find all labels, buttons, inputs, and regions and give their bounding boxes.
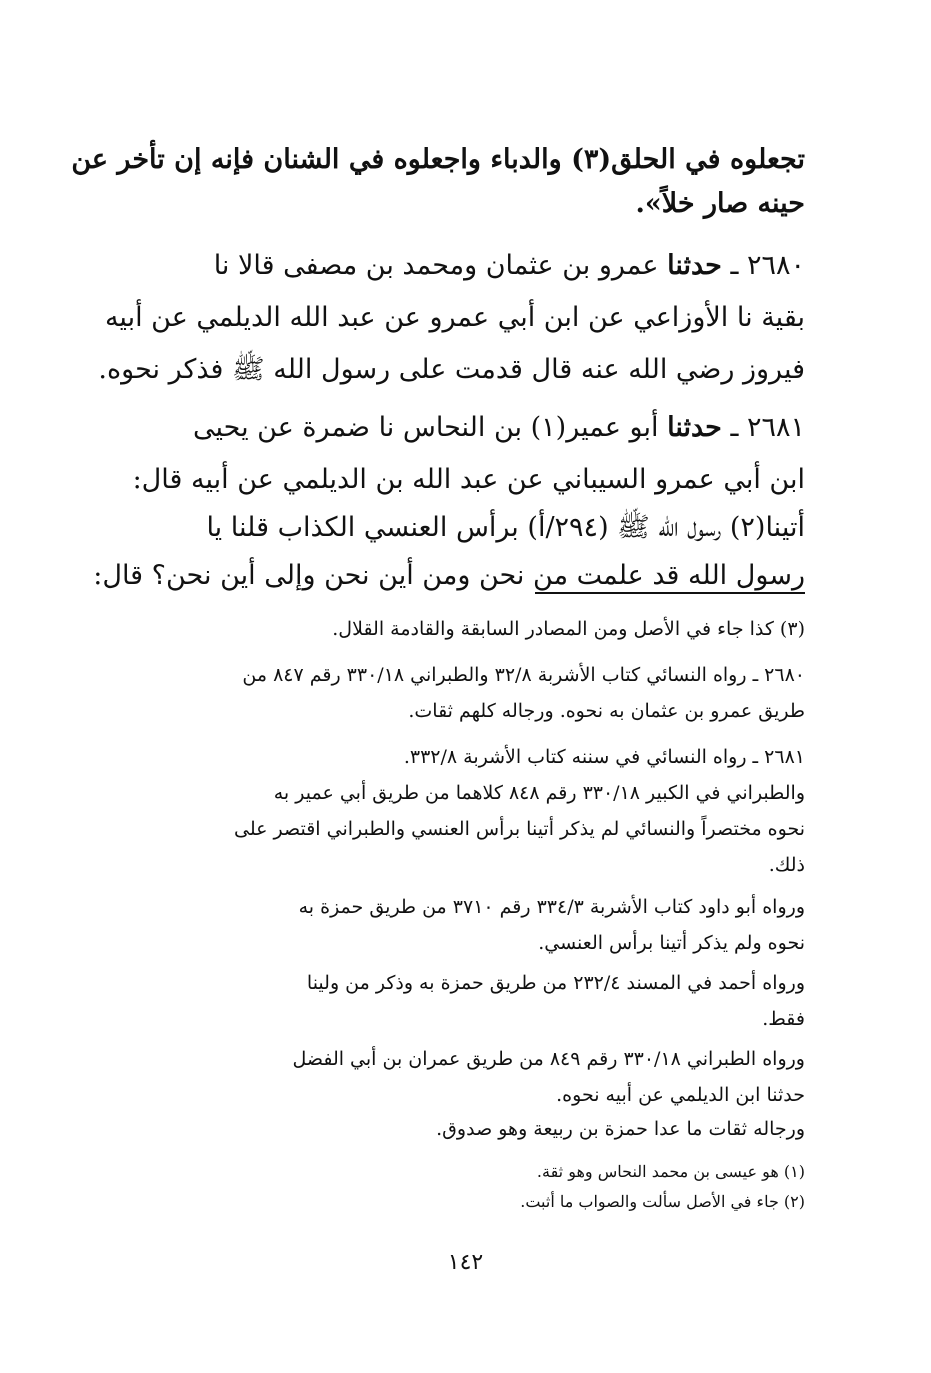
footnote-line: ورواه أبو داود كتاب الأشربة ٣٣٤/٣ رقم ٣٧١٠ من طريق حمزة به	[298, 896, 805, 918]
footnote-line: والطبراني في الكبير ٣٣٠/١٨ رقم ٨٤٨ كلاهما من طريق أبي عمير به	[273, 782, 805, 804]
text-line: فيروز رضي الله عنه قال قدمت على رسول الله ﷺ فذكر نحوه.	[98, 354, 805, 385]
footnote-line: (٣) كذا جاء في الأصل ومن المصادر السابقة والقادمة القلال.	[332, 618, 805, 640]
page-number: ١٤٢	[447, 1250, 484, 1275]
text-span: عمرو بن عثمان ومحمد بن مصفى قالا نا	[213, 250, 659, 281]
text-line: بقية نا الأوزاعي عن ابن أبي عمرو عن عبد الله الديلمي عن أبيه	[104, 302, 805, 333]
footnote-line: ورجاله ثقات ما عدا حمزة بن ربيعة وهو صدوق.	[436, 1118, 805, 1140]
text-line: ابن أبي عمرو السيباني عن عبد الله بن الديلمي عن أبيه قال:	[132, 464, 805, 495]
footnote-separator	[535, 592, 805, 594]
footnote-line: فقط.	[762, 1008, 805, 1030]
text-span: أبو عمير(١) بن النحاس نا ضمرة عن يحيى	[192, 412, 659, 443]
footnote-line: ٢٦٨٠ ـ رواه النسائي كتاب الأشربة ٣٢/٨ والطبراني ٣٣٠/١٨ رقم ٨٤٧ من	[242, 664, 805, 686]
footnote-line: ورواه أحمد في المسند ٢٣٢/٤ من طريق حمزة به وذكر من ولينا	[306, 972, 805, 994]
text-line: رسول الله قد علمت من نحن ومن أين نحن وإلى أين نحن؟ قال:	[93, 560, 805, 591]
footnote-line: نحوه مختصراً والنسائي لم يذكر أتينا برأس العنسي والطبراني اقتصر على	[234, 818, 805, 840]
note-line: (١) هو عيسى بن محمد النحاس وهو ثقة.	[536, 1162, 805, 1181]
hadith-lead: حدثنا	[667, 412, 722, 443]
hadith-2681-line-1	[125, 402, 805, 454]
footnote-line: طريق عمرو بن عثمان به نحوه. ورجاله كلهم ثقات.	[408, 700, 805, 722]
footnote-line: ٢٦٨١ ـ رواه النسائي في سننه كتاب الأشربة ٣٣٢/٨.	[403, 746, 805, 768]
footnote-line: ذلك.	[768, 854, 805, 876]
footnote-line: حدثنا ابن الديلمي عن أبيه نحوه.	[556, 1084, 805, 1106]
note-line: (٢) جاء في الأصل سألت والصواب ما أثبت.	[520, 1192, 805, 1211]
text-line: تجعلوه في الحلق(٣) والدباء واجعلوه في الشنان فإنه إن تأخر عن	[71, 144, 805, 175]
footnote-line: نحوه ولم يذكر أتينا برأس العنسي.	[538, 932, 805, 954]
text-line: أتينا(٢) رسول الله ﷺ (٢٩٤/أ) برأس العنسي الكذاب قلنا يا	[206, 512, 805, 543]
footnote-line: ورواه الطبراني ٣٣٠/١٨ رقم ٨٤٩ من طريق عمران بن أبي الفضل	[292, 1048, 805, 1070]
hadith-number: ٢٦٨١ ـ	[730, 412, 805, 443]
hadith-number: ٢٦٨٠ ـ	[730, 250, 805, 281]
hadith-lead: حدثنا	[667, 250, 722, 281]
hadith-2680-line-1	[125, 240, 805, 292]
text-line: حينه صار خلاً».	[635, 188, 805, 219]
